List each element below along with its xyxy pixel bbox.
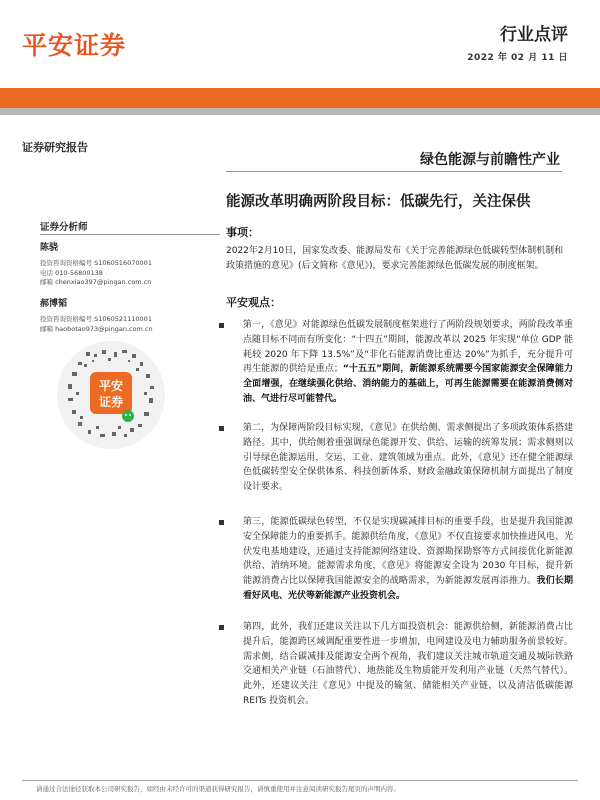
viewpoint-emphasis: “十五五”期间，新能源系统需要今国家能源安全保障能力全面增强，在继续强化供给、消纳能力的基础上，可再生能源需要在能源消费侧对油、气进行尽可能替代。 bbox=[243, 364, 573, 404]
viewpoint-paragraph bbox=[243, 318, 573, 407]
analyst-card bbox=[40, 296, 230, 334]
analyst-name: 陈骁 bbox=[40, 243, 59, 253]
bullet-marker bbox=[219, 323, 224, 328]
footer-disclaimer: 请通过合法途径获取本公司研究报告，如经由未经许可的渠道获得研究报告，请慎重使用并注意阅读研究报告尾页的声明内容。 bbox=[36, 785, 400, 793]
report-headline: 能源改革明确两阶段目标：低碳先行，关注保供 bbox=[226, 194, 531, 210]
header-band-orange bbox=[0, 88, 600, 108]
qr-logo-line2: 证券 bbox=[98, 395, 124, 409]
view-heading: 平安观点： bbox=[226, 296, 281, 309]
header-band-gray bbox=[0, 108, 600, 115]
bullet-marker bbox=[219, 520, 224, 525]
viewpoint-emphasis: 我们长期看好风电、光伏等新能源产业投资机会。 bbox=[243, 576, 573, 601]
viewpoint-text: 第一，《意见》对能源绿色低碳发展制度框架进行了两阶段规划要求，两阶段改革重点随目标不同而有所变化：“十四五”期间，能源改革以 2025 年实现“单位 GDP 能耗较 2020 年下降 13.5%”及“非化石能源消费比重达 20%”为抓手，充分提升可再生能源的供给是重点； bbox=[243, 320, 573, 375]
viewpoint-text: 第三，能源低碳绿色转型，不仅是实现碳减排目标的重要手段，也是提升我国能源安全保障能力的重要抓手。能源供给角度，《意见》不仅直接要求加快推进风电、光伏发电基地建设，还通过支持能源网络建设、资源勘探勘察等方式间接优化新能源供给、消纳环境。能源需求角度，《意见》将能源安全设为 2030 年目标，提升新能源消费占比以保障我国能源安全的战略需求，为新能源发展再添推力。 bbox=[243, 517, 573, 587]
viewpoint-text: 第四，此外，我们还建议关注以下几方面投资机会：能源供给侧，新能源消费占比提升后，能源跨区域调配重要性进一步增加，电网建设及电力辅助服务前景较好。需求侧，结合碳减排及能源安全两个视角，我们建议关注城市轨道交通及城际铁路交通相关产业链（石油替代）、地热能及生物质能开发利用产业链（天然气替代）。此外，还建议关注《意见》中提及的输氢、储能相关产业链，以及清洁低碳能源 REITs 投资机会。 bbox=[243, 622, 573, 706]
wechat-icon bbox=[122, 410, 134, 422]
bullet-marker bbox=[219, 625, 224, 630]
analyst-divider bbox=[40, 234, 220, 235]
analyst-heading: 证券分析师 bbox=[40, 222, 88, 233]
sector-divider bbox=[226, 171, 562, 172]
company-logo: 平安证券 bbox=[22, 31, 127, 60]
analyst-name: 郝博韬 bbox=[40, 299, 68, 309]
analyst-email[interactable]: 邮箱 chenxiao397@pingan.com.cn bbox=[40, 278, 152, 286]
analyst-cert: 投资咨询资格编号 S1060516070001 bbox=[40, 259, 152, 267]
viewpoint-paragraph bbox=[243, 421, 573, 495]
analyst-phone: 电话 010-56800138 bbox=[40, 268, 103, 277]
footer-divider bbox=[22, 780, 578, 781]
qr-code[interactable] bbox=[56, 340, 166, 450]
qr-logo-line1: 平安 bbox=[98, 379, 124, 393]
viewpoint-paragraph bbox=[243, 620, 573, 709]
section-label: 证券研究报告 bbox=[22, 141, 88, 154]
analyst-card bbox=[40, 240, 230, 288]
matter-heading: 事项： bbox=[226, 226, 259, 239]
analyst-cert: 投资咨询资格编号 S1060521110001 bbox=[40, 315, 152, 323]
viewpoint-paragraph bbox=[243, 515, 573, 604]
report-type: 行业点评 bbox=[500, 25, 568, 45]
matter-text: 2022年2月10日，国家发改委、能源局发布《关于完善能源绿色低碳转型体制机制和政策措施的意见》(后文简称《意见》)，要求完善能源绿色低碳发展的制度框架。 bbox=[226, 246, 564, 271]
sector-title: 绿色能源与前瞻性产业 bbox=[420, 152, 560, 168]
viewpoint-text: 第二，为保障两阶段目标实现，《意见》在供给侧、需求侧提出了多项政策体系搭建路径。其中，供给侧着重强调绿色能源开发、供给、运输的统筹发展；需求侧则以引导绿色能源运用，交运、工业、建筑领域为重点。此外，《意见》还在健全能源绿色低碳转型安全保供体系、科技创新体系、财政金融政策保障机制方面提出了制度设计要求。 bbox=[243, 423, 573, 493]
bullet-marker bbox=[219, 426, 224, 431]
analyst-email[interactable]: 邮箱 haobotao973@pingan.com.cn bbox=[40, 324, 153, 333]
report-date: 2022 年 02 月 11 日 bbox=[467, 53, 568, 63]
